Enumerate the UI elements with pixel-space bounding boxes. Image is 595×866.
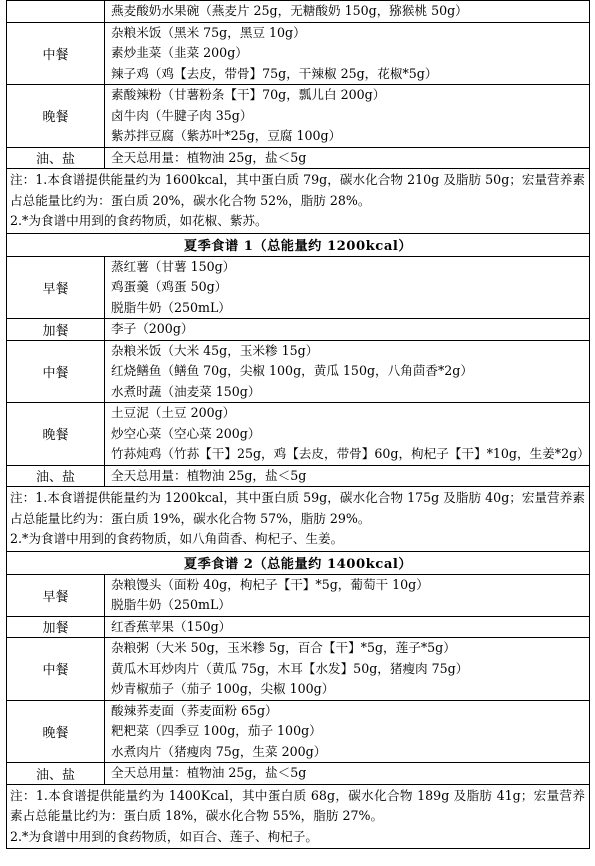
meal-row: [7, 763, 590, 785]
dish-item: 酸辣荞麦面（荞麦面粉 65g）: [111, 702, 278, 718]
meal-name: 油、盐: [7, 147, 105, 169]
meal-row: [7, 22, 590, 85]
meal-items: [105, 85, 590, 148]
dish-item: 水煮时蔬（油麦菜 150g）: [111, 383, 261, 399]
dish-item: 炒空心菜（空心菜 200g）: [111, 425, 261, 441]
meal-row: [7, 340, 590, 403]
menu-table-body: [7, 1, 590, 849]
dish-item: 李子（200g）: [111, 321, 194, 336]
note-line: 注：1.本食谱提供能量约为 1200kcal，其中蛋白质 59g，碳水化合物 175g 及脂肪 40g；宏量营养素占总能量比约为：蛋白质 19%，碳水化合物 57%，脂肪 29%。: [10, 490, 585, 526]
meal-name: 早餐: [7, 256, 105, 319]
dish-item: 杂粮粥（大米 50g，玉米糁 5g，百合【干】*5g，莲子*5g）: [111, 640, 456, 655]
menu-notes: [7, 784, 590, 849]
dish-item: 杂粮米饭（大米 45g，玉米糁 15g）: [111, 342, 319, 358]
meal-items: [105, 340, 590, 403]
menu-note-row: [7, 487, 590, 552]
menu-title: 夏季食谱 1（总能量约 1200kcal）: [7, 233, 590, 256]
menu-notes: [7, 169, 590, 234]
dish-item: 全天总用量：植物油 25g，盐＜5g: [111, 149, 307, 165]
meal-items: [105, 465, 590, 487]
note-line: 2.*为食谱中用到的食药物质，如百合、莲子、枸杞子。: [10, 828, 318, 844]
dish-item: 竹荪炖鸡（竹荪【干】25g，鸡【去皮，带骨】60g，枸杞子【干】*10g，生姜*2g）: [111, 446, 590, 461]
menu-table: [6, 0, 590, 849]
meal-name: 晚餐: [7, 403, 105, 466]
dish-item: 全天总用量：植物油 25g，盐＜5g: [111, 467, 307, 483]
meal-name: 中餐: [7, 22, 105, 85]
meal-name: 油、盐: [7, 763, 105, 785]
meal-row: [7, 574, 590, 616]
dish-item: 卤牛肉（牛腱子肉 35g）: [111, 107, 253, 123]
meal-name: 加餐: [7, 319, 105, 341]
menu-note-row: [7, 784, 590, 849]
meal-row: [7, 256, 590, 319]
meal-row: [7, 700, 590, 763]
meal-name: 晚餐: [7, 85, 105, 148]
meal-name: 加餐: [7, 616, 105, 638]
dish-item: 炒青椒茄子（茄子 100g，尖椒 100g）: [111, 681, 335, 696]
meal-name: 中餐: [7, 638, 105, 701]
meal-items: [105, 256, 590, 319]
note-line: 2.*为食谱中用到的食药物质，如花椒、紫苏。: [10, 213, 268, 228]
dish-item: 素炒韭菜（韭菜 200g）: [111, 45, 248, 60]
dish-item: 鸡蛋羹（鸡蛋 50g）: [111, 279, 228, 294]
menu-title: 夏季食谱 2（总能量约 1400kcal）: [7, 551, 590, 574]
meal-row: [7, 465, 590, 487]
dish-item: 蒸红薯（甘薯 150g）: [111, 258, 236, 274]
meal-row: [7, 403, 590, 466]
meal-name: 油、盐: [7, 465, 105, 487]
dish-item: 土豆泥（土豆 200g）: [111, 405, 236, 420]
menu-notes: [7, 487, 590, 552]
note-line: 2.*为食谱中用到的食药物质，如八角茴香、枸杞子、生姜。: [10, 531, 344, 546]
meal-items: [105, 700, 590, 763]
meal-row: [7, 319, 590, 341]
dish-item: 素酸辣粉（甘薯粉条【干】70g，瓢儿白 200g）: [111, 87, 386, 102]
dish-item: 辣子鸡（鸡【去皮，带骨】75g，干辣椒 25g，花椒*5g）: [111, 65, 438, 81]
note-line: 注：1.本食谱提供能量约为 1400Kcal，其中蛋白质 68g，碳水化合物 189g 及脂肪 41g；宏量营养素占总能量比约为：蛋白质 18%，碳水化合物 55%，脂肪 27%。: [10, 787, 585, 823]
meal-row: [7, 85, 590, 148]
dish-item: 粑粑菜（四季豆 100g，茄子 100g）: [111, 723, 322, 738]
dish-item: 脱脂牛奶（250mL）: [111, 299, 231, 315]
dish-item: 全天总用量：植物油 25g，盐＜5g: [111, 765, 307, 780]
menu-title-row: [7, 233, 590, 256]
menu-title-row: [7, 551, 590, 574]
meal-name: 中餐: [7, 340, 105, 403]
dish-item: 紫苏拌豆腐（紫苏叶*25g，豆腐 100g）: [111, 128, 342, 143]
meal-items: [105, 574, 590, 616]
meal-row: [7, 147, 590, 169]
dish-item: 水煮肉片（猪瘦肉 75g，生菜 200g）: [111, 743, 327, 759]
meal-items: [105, 763, 590, 785]
meal-items: [105, 319, 590, 341]
meal-row: [7, 1, 590, 23]
dish-item: 脱脂牛奶（250mL）: [111, 597, 231, 612]
meal-items: [105, 22, 590, 85]
meal-items: [105, 1, 590, 23]
dish-item: 红烧鳝鱼（鳝鱼 70g，尖椒 100g，黄瓜 150g，八角茴香*2g）: [111, 363, 473, 378]
dish-item: 杂粮米饭（黑米 75g，黑豆 10g）: [111, 24, 306, 40]
dish-item: 杂粮馒头（面粉 40g，枸杞子【干】*5g，葡萄干 10g）: [111, 576, 429, 592]
dish-item: 黄瓜木耳炒肉片（黄瓜 75g，木耳【水发】50g，猪瘦肉 75g）: [111, 660, 469, 676]
meal-name: 晚餐: [7, 700, 105, 763]
meal-row: [7, 616, 590, 638]
meal-name: [7, 1, 105, 23]
menu-note-row: [7, 169, 590, 234]
meal-items: [105, 638, 590, 701]
meal-row: [7, 638, 590, 701]
meal-name: 早餐: [7, 574, 105, 616]
meal-items: [105, 403, 590, 466]
note-line: 注：1.本食谱提供能量约为 1600kcal，其中蛋白质 79g，碳水化合物 210g 及脂肪 50g；宏量营养素占总能量比约为：蛋白质 20%，碳水化合物 52%，脂肪 28%。: [10, 172, 585, 208]
meal-items: [105, 616, 590, 638]
dish-item: 红香蕉苹果（150g）: [111, 618, 232, 634]
meal-items: [105, 147, 590, 169]
dish-item: 燕麦酸奶水果碗（燕麦片 25g，无糖酸奶 150g，猕猴桃 50g）: [111, 3, 468, 18]
